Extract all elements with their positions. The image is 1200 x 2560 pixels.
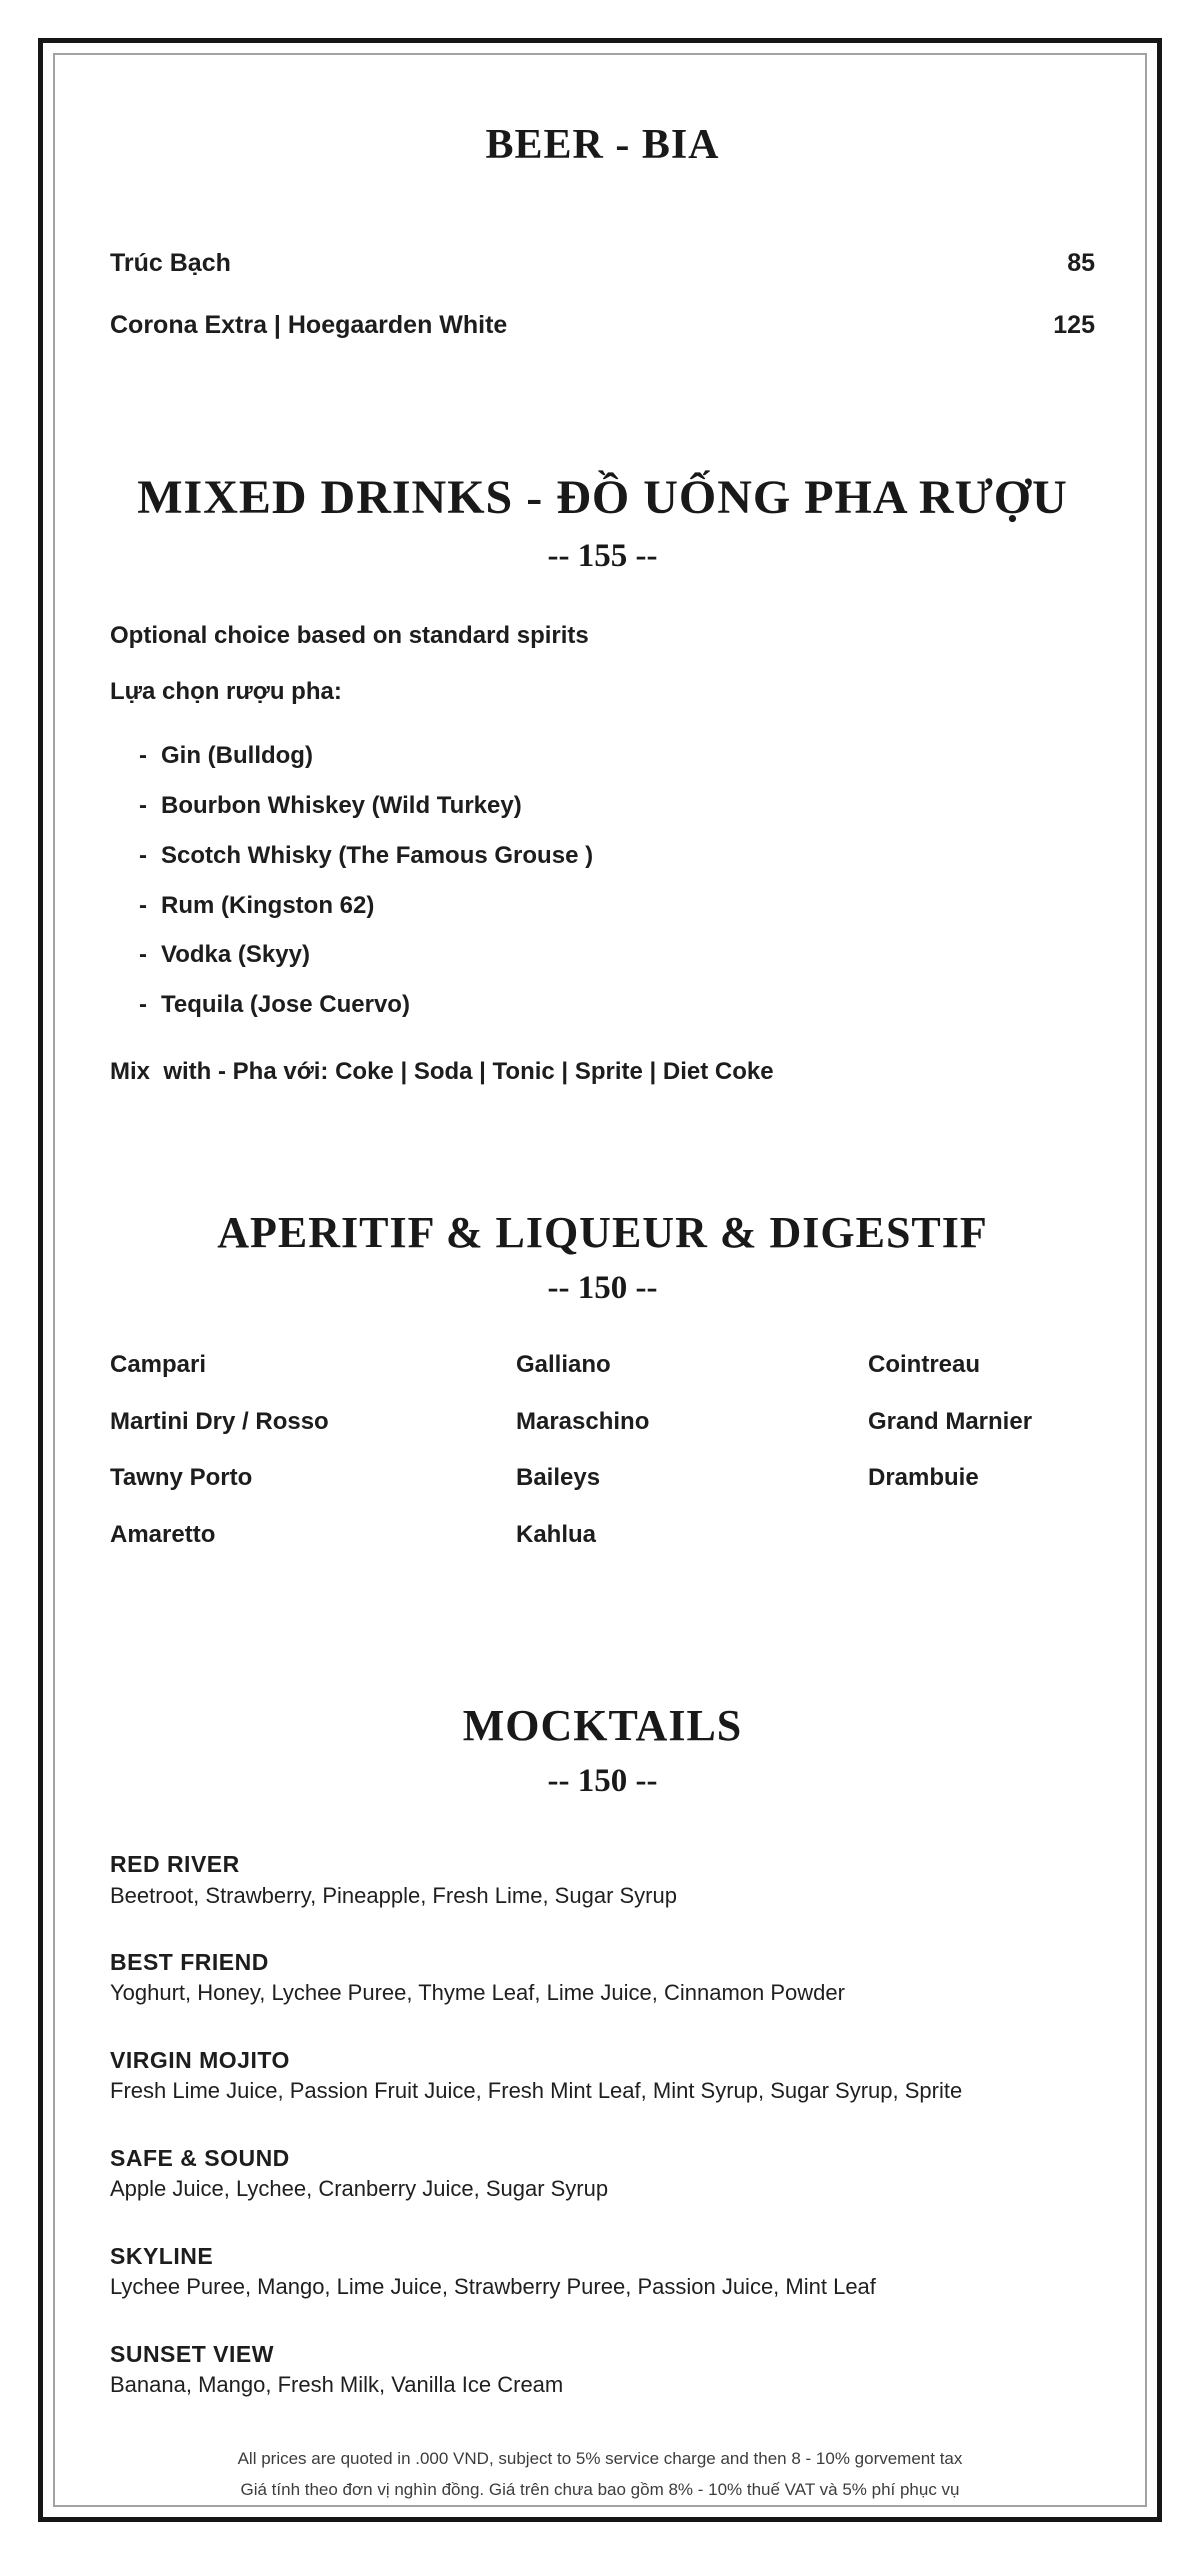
spirit-item	[110, 991, 1095, 1020]
mocktail-item	[110, 2047, 1095, 2105]
mocktail-ingredients: Beetroot, Strawberry, Pineapple, Fresh Lime, Sugar Syrup	[110, 1882, 677, 1908]
disclaimer-line-en: All prices are quoted in .000 VND, subject to 5% service charge and then 8 - 10% gorvement tax	[237, 2449, 963, 2468]
section-mocktails	[110, 1702, 1095, 2399]
spirit-label: - Bourbon Whiskey (Wild Turkey)	[161, 791, 522, 819]
mocktail-name: SKYLINE	[110, 2242, 214, 2269]
aperitif-item: Amaretto	[110, 1521, 216, 1549]
mocktails-price: -- 150 --	[547, 1763, 658, 1800]
mocktail-item	[110, 2243, 1095, 2301]
mocktail-ingredients: Apple Juice, Lychee, Cranberry Juice, Sugar Syrup	[110, 2176, 609, 2202]
aperitif-grid	[110, 1351, 1095, 1578]
spirit-item	[110, 792, 1095, 821]
section-mixed-drinks	[110, 472, 1095, 1087]
item-price: 125	[1053, 311, 1095, 340]
aperitif-column	[110, 1351, 516, 1578]
spirit-label: - Rum (Kingston 62)	[161, 891, 375, 919]
aperitif-price: -- 150 --	[547, 1270, 658, 1307]
spirit-item	[110, 941, 1095, 970]
mixers-line: Mix with - Pha với: Coke | Soda | Tonic | Sprite | Diet Coke	[110, 1057, 774, 1085]
mocktail-name: SAFE & SOUND	[110, 2144, 290, 2171]
mixed-drinks-note-en: Optional choice based on standard spirits	[110, 621, 589, 649]
section-aperitif	[110, 1209, 1095, 1578]
mocktail-name: BEST FRIEND	[110, 1948, 269, 1975]
spirit-item	[110, 892, 1095, 921]
mocktail-ingredients: Fresh Lime Juice, Passion Fruit Juice, Fresh Mint Leaf, Mint Syrup, Sugar Syrup, Sprite	[110, 2078, 963, 2104]
mocktail-item	[110, 1851, 1095, 1909]
mixed-drinks-price: -- 155 --	[547, 537, 658, 574]
mocktail-name: SUNSET VIEW	[110, 2340, 274, 2367]
mocktail-ingredients: Banana, Mango, Fresh Milk, Vanilla Ice Cream	[110, 2372, 564, 2398]
mocktail-item	[110, 1949, 1095, 2007]
aperitif-item: Maraschino	[516, 1407, 650, 1435]
spirit-label: - Tequila (Jose Cuervo)	[161, 991, 410, 1019]
mocktail-item	[110, 2145, 1095, 2203]
aperitif-column	[868, 1351, 1095, 1578]
disclaimer-line-vi: Giá tính theo đơn vị nghìn đồng. Giá trên chưa bao gồm 8% - 10% thuế VAT và 5% phí phục vụ	[240, 2480, 960, 2500]
spirit-label: - Vodka (Skyy)	[161, 941, 310, 969]
item-name: Corona Extra | Hoegaarden White	[110, 311, 508, 340]
mixed-drinks-note-vi: Lựa chọn rượu pha:	[110, 678, 342, 706]
spirit-label: - Scotch Whisky (The Famous Grouse )	[161, 841, 594, 869]
aperitif-item: Baileys	[516, 1464, 601, 1492]
mocktail-name: VIRGIN MOJITO	[110, 2046, 290, 2073]
mocktail-list	[110, 1851, 1095, 2399]
aperitif-item: Tawny Porto	[110, 1464, 253, 1492]
aperitif-item: Campari	[110, 1350, 207, 1378]
spirit-label: - Gin (Bulldog)	[161, 742, 313, 770]
menu-item-row	[110, 310, 1095, 340]
beer-item-list	[110, 248, 1095, 340]
price-disclaimer	[90, 2443, 1110, 2506]
spirits-list	[110, 742, 1095, 1020]
mocktail-item	[110, 2341, 1095, 2399]
beer-section-title: BEER - BIA	[485, 122, 720, 168]
aperitif-item: Cointreau	[868, 1350, 981, 1378]
menu-item-row	[110, 248, 1095, 278]
aperitif-item: Kahlua	[516, 1521, 597, 1549]
mocktails-section-title: MOCKTAILS	[462, 1700, 743, 1750]
mocktail-name: RED RIVER	[110, 1850, 240, 1877]
item-price: 85	[1067, 249, 1095, 278]
aperitif-item: Martini Dry / Rosso	[110, 1407, 329, 1435]
aperitif-item: Drambuie	[868, 1464, 979, 1492]
aperitif-section-title: APERITIF & LIQUEUR & DIGESTIF	[217, 1207, 988, 1257]
menu-page	[110, 0, 1095, 2439]
mocktail-ingredients: Lychee Puree, Mango, Lime Juice, Strawberry Puree, Passion Juice, Mint Leaf	[110, 2274, 876, 2300]
mixed-drinks-section-title: MIXED DRINKS - ĐỒ UỐNG PHA RƯỢU	[137, 471, 1068, 525]
aperitif-item: Galliano	[516, 1350, 611, 1378]
aperitif-item: Grand Marnier	[868, 1407, 1033, 1435]
aperitif-column	[516, 1351, 868, 1578]
mocktail-ingredients: Yoghurt, Honey, Lychee Puree, Thyme Leaf, Lime Juice, Cinnamon Powder	[110, 1980, 845, 2006]
spirit-item	[110, 742, 1095, 771]
spirit-item	[110, 842, 1095, 871]
item-name: Trúc Bạch	[110, 249, 231, 278]
section-beer	[110, 122, 1095, 340]
